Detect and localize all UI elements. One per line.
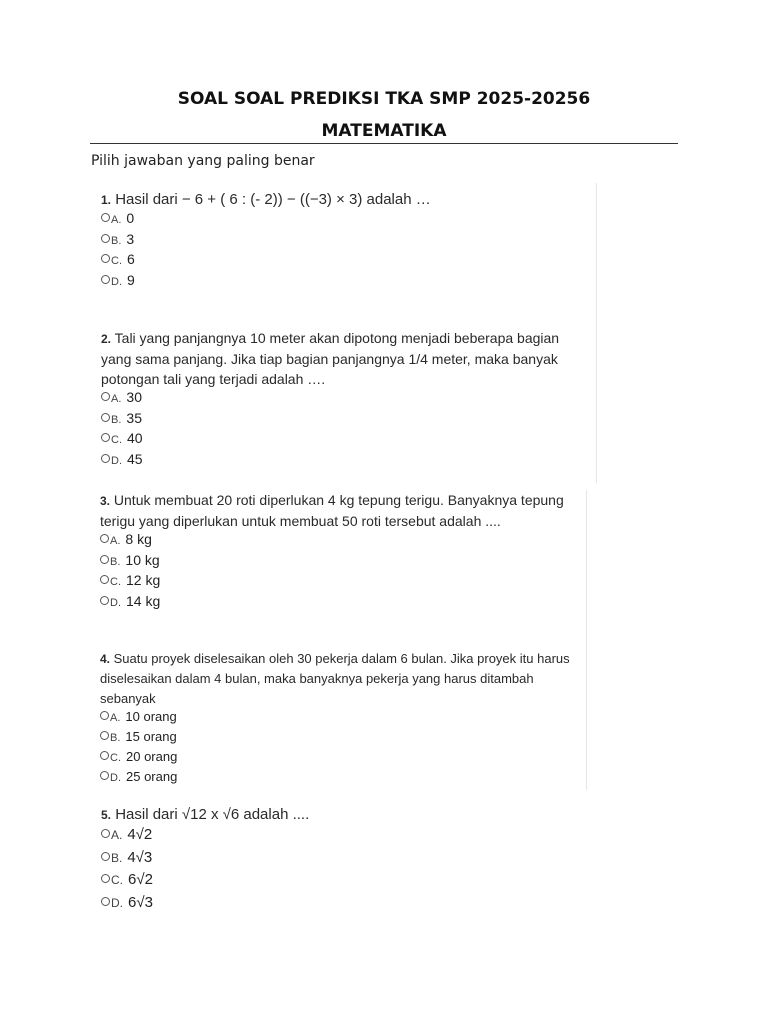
question-text: 3. Untuk membuat 20 roti diperlukan 4 kg tepung terigu. Banyaknya tepung terigu yang diperlukan untuk membuat 50 roti tersebut adalah .... [100, 492, 564, 529]
instruction-text: Pilih jawaban yang paling benar [91, 153, 315, 169]
radio-icon[interactable] [101, 275, 110, 284]
question-2 [101, 328, 589, 471]
radio-icon[interactable] [101, 433, 110, 442]
radio-icon[interactable] [101, 392, 110, 401]
option-b[interactable]: B. 4√3 [101, 849, 401, 872]
radio-icon[interactable] [100, 711, 109, 720]
radio-icon[interactable] [101, 234, 110, 243]
radio-icon[interactable] [101, 852, 110, 861]
radio-icon[interactable] [101, 413, 110, 422]
question-text: 5. Hasil dari √12 x √6 adalah .... [101, 806, 310, 823]
option-a[interactable]: A. 8 kg [100, 531, 584, 552]
radio-icon[interactable] [101, 829, 110, 838]
radio-icon[interactable] [101, 454, 110, 463]
radio-icon[interactable] [101, 254, 110, 263]
option-c[interactable]: C. 40 [101, 430, 589, 451]
radio-icon[interactable] [101, 213, 110, 222]
question-text: 1. Hasil dari − 6 + ( 6 : (- 2)) − ((−3) × 3) adalah … [101, 191, 431, 208]
option-d[interactable]: D. 9 [101, 272, 596, 293]
question-text: 2. Tali yang panjangnya 10 meter akan dipotong menjadi beberapa bagian yang sama panjang. Jika tiap bagian panjangnya 1/4 meter, maka banyak potongan tali yang terjadi adalah …. [101, 330, 560, 387]
option-c[interactable]: C. 6√2 [101, 871, 401, 894]
option-a[interactable]: A. 10 orang [100, 709, 584, 729]
option-c[interactable]: C. 6 [101, 251, 596, 272]
option-a[interactable]: A. 30 [101, 389, 589, 410]
option-b[interactable]: B. 15 orang [100, 729, 584, 749]
radio-icon[interactable] [100, 771, 109, 780]
option-c[interactable]: C. 20 orang [100, 749, 584, 769]
image-crop-edge [596, 183, 597, 483]
radio-icon[interactable] [100, 751, 109, 760]
image-crop-edge [586, 490, 587, 790]
option-d[interactable]: D. 14 kg [100, 593, 584, 614]
question-5 [101, 804, 401, 916]
option-a[interactable]: A. 4√2 [101, 826, 401, 849]
option-d[interactable]: D. 25 orang [100, 769, 584, 789]
option-d[interactable]: D. 45 [101, 451, 589, 472]
radio-icon[interactable] [100, 555, 109, 564]
title-divider [90, 143, 678, 144]
radio-icon[interactable] [100, 575, 109, 584]
question-text: 4. Suatu proyek diselesaikan oleh 30 pekerja dalam 6 bulan. Jika proyek itu harus diselesaikan dalam 4 bulan, maka banyaknya pekerja yang harus ditambah sebanyak [100, 651, 570, 706]
radio-icon[interactable] [100, 731, 109, 740]
option-a[interactable]: A. 0 [101, 210, 596, 231]
option-b[interactable]: B. 35 [101, 410, 589, 431]
subject-title: MATEMATIKA [321, 121, 447, 141]
radio-icon[interactable] [101, 874, 110, 883]
radio-icon[interactable] [100, 596, 109, 605]
question-3 [100, 490, 584, 613]
option-b[interactable]: B. 3 [101, 231, 596, 252]
option-c[interactable]: C. 12 kg [100, 572, 584, 593]
option-d[interactable]: D. 6√3 [101, 894, 401, 917]
radio-icon[interactable] [100, 534, 109, 543]
document-title: SOAL SOAL PREDIKSI TKA SMP 2025-20256 [177, 89, 591, 109]
radio-icon[interactable] [101, 897, 110, 906]
option-b[interactable]: B. 10 kg [100, 552, 584, 573]
question-4 [100, 649, 584, 789]
question-1 [101, 190, 596, 292]
